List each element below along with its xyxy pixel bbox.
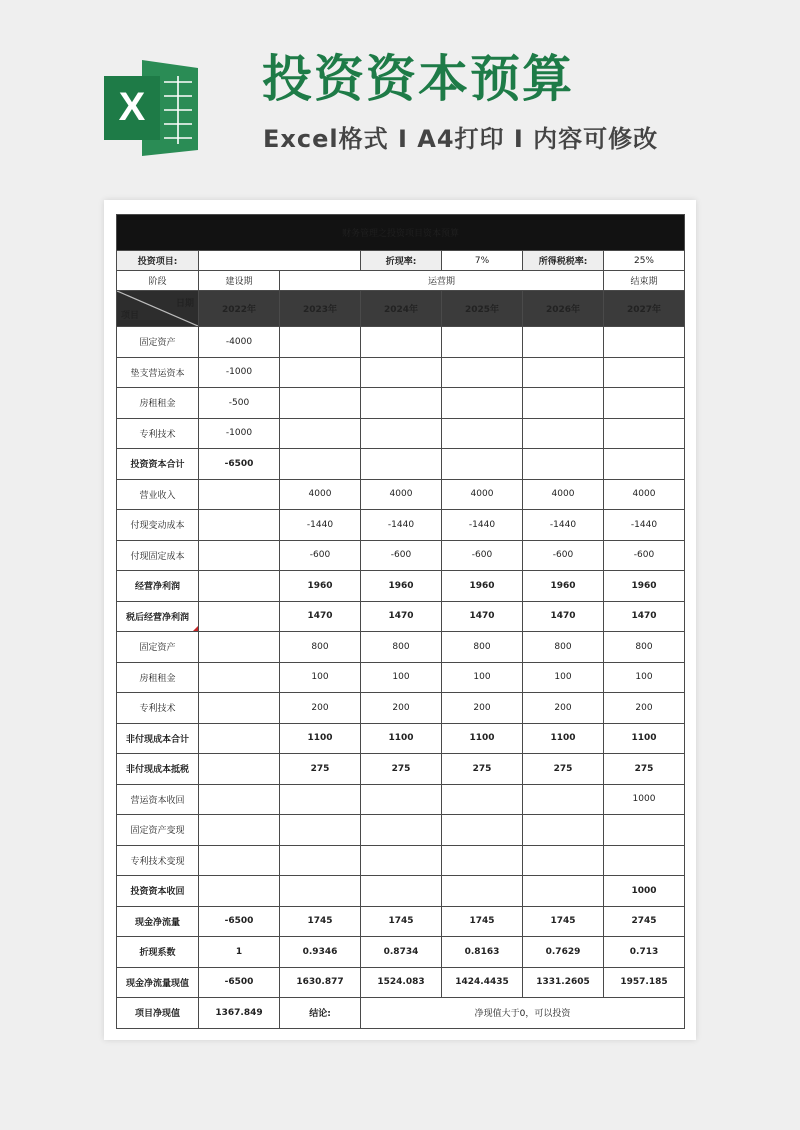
table-cell[interactable] xyxy=(361,876,442,907)
row-label: 固定资产 xyxy=(117,632,199,663)
row-label: 非付现成本抵税 xyxy=(117,754,199,785)
table-cell[interactable] xyxy=(361,815,442,846)
table-cell[interactable] xyxy=(199,693,280,724)
table-row xyxy=(117,388,685,419)
table-cell[interactable] xyxy=(199,571,280,602)
sheet-title-row xyxy=(117,215,685,251)
table-cell[interactable] xyxy=(199,876,280,907)
row-label: 现金净流量现值 xyxy=(117,967,199,998)
table-cell[interactable] xyxy=(442,327,523,358)
table-row xyxy=(117,815,685,846)
table-cell[interactable]: 4000 xyxy=(361,479,442,510)
excel-icon-letter: X xyxy=(118,85,146,129)
table-cell[interactable]: 1470 xyxy=(442,601,523,632)
table-cell[interactable]: 1630.877 xyxy=(280,967,361,998)
year-header-row xyxy=(117,291,685,327)
diagonal-header-cell xyxy=(117,291,199,327)
table-cell[interactable]: 100 xyxy=(280,662,361,693)
row-label: 现金净流量 xyxy=(117,906,199,937)
table-row xyxy=(117,693,685,724)
table-cell[interactable]: 800 xyxy=(361,632,442,663)
table-cell[interactable] xyxy=(523,845,604,876)
table-cell[interactable]: 275 xyxy=(361,754,442,785)
table-cell[interactable] xyxy=(199,662,280,693)
row-label: 专利技术 xyxy=(117,693,199,724)
table-cell[interactable]: 1470 xyxy=(523,601,604,632)
table-cell[interactable]: 275 xyxy=(604,754,685,785)
table-cell[interactable]: 4000 xyxy=(442,479,523,510)
table-row xyxy=(117,937,685,968)
table-row xyxy=(117,876,685,907)
table-cell[interactable]: 200 xyxy=(280,693,361,724)
sheet-title: 财务管理之投资项目资本预算 xyxy=(117,215,685,251)
table-row xyxy=(117,510,685,541)
row-label: 专利技术变现 xyxy=(117,845,199,876)
row-label: 固定资产变现 xyxy=(117,815,199,846)
table-cell[interactable]: 1957.185 xyxy=(604,967,685,998)
table-cell[interactable] xyxy=(199,815,280,846)
table-row xyxy=(117,632,685,663)
table-cell[interactable] xyxy=(442,357,523,388)
table-cell[interactable] xyxy=(604,327,685,358)
table-cell[interactable]: 800 xyxy=(523,632,604,663)
table-cell[interactable]: -500 xyxy=(199,388,280,419)
table-cell[interactable]: 1745 xyxy=(280,906,361,937)
table-cell[interactable] xyxy=(442,784,523,815)
table-cell[interactable] xyxy=(280,845,361,876)
table-cell[interactable]: 275 xyxy=(442,754,523,785)
table-cell[interactable]: 4000 xyxy=(604,479,685,510)
table-cell[interactable]: 1100 xyxy=(361,723,442,754)
table-cell[interactable] xyxy=(280,449,361,480)
table-cell[interactable]: 275 xyxy=(523,754,604,785)
table-cell[interactable]: -1440 xyxy=(442,510,523,541)
table-cell[interactable]: -600 xyxy=(442,540,523,571)
table-cell[interactable]: 0.7629 xyxy=(523,937,604,968)
npv-label: 项目净现值 xyxy=(117,998,199,1029)
table-row xyxy=(117,327,685,358)
year-header-2025: 2025年 xyxy=(442,291,523,327)
budget-table xyxy=(116,214,685,1029)
table-row xyxy=(117,784,685,815)
table-cell[interactable] xyxy=(199,784,280,815)
table-cell[interactable]: 0.8163 xyxy=(442,937,523,968)
table-cell[interactable] xyxy=(361,845,442,876)
table-cell[interactable]: 1745 xyxy=(523,906,604,937)
banner xyxy=(0,0,800,190)
info-row xyxy=(117,251,685,271)
table-cell[interactable]: 100 xyxy=(523,662,604,693)
phase-build: 建设期 xyxy=(199,271,280,291)
project-input[interactable] xyxy=(199,251,361,271)
table-cell[interactable]: -1440 xyxy=(523,510,604,541)
table-cell[interactable] xyxy=(199,723,280,754)
table-cell[interactable]: 1470 xyxy=(604,601,685,632)
tax-rate-value[interactable]: 25% xyxy=(604,251,685,271)
year-header-2024: 2024年 xyxy=(361,291,442,327)
table-cell[interactable]: 1000 xyxy=(604,876,685,907)
table-cell[interactable]: 200 xyxy=(442,693,523,724)
table-cell[interactable]: -600 xyxy=(523,540,604,571)
table-cell[interactable]: 1470 xyxy=(280,601,361,632)
table-cell[interactable]: 100 xyxy=(361,662,442,693)
table-cell[interactable]: 1 xyxy=(199,937,280,968)
discount-rate-label: 折现率: xyxy=(361,251,442,271)
row-label: 固定资产 xyxy=(117,327,199,358)
table-cell[interactable] xyxy=(604,845,685,876)
table-cell[interactable] xyxy=(280,418,361,449)
phase-end: 结束期 xyxy=(604,271,685,291)
table-cell[interactable]: -6500 xyxy=(199,449,280,480)
table-cell[interactable]: 4000 xyxy=(523,479,604,510)
table-cell[interactable]: 1331.2605 xyxy=(523,967,604,998)
table-row xyxy=(117,571,685,602)
table-cell[interactable]: -600 xyxy=(604,540,685,571)
table-cell[interactable]: 1524.083 xyxy=(361,967,442,998)
table-cell[interactable]: 1470 xyxy=(361,601,442,632)
table-row xyxy=(117,906,685,937)
row-label: 折现系数 xyxy=(117,937,199,968)
excel-icon xyxy=(102,58,202,158)
table-cell[interactable]: -6500 xyxy=(199,967,280,998)
conclusion-text[interactable]: 净现值大于0，可以投资 xyxy=(361,998,685,1029)
table-cell[interactable] xyxy=(442,876,523,907)
table-cell[interactable] xyxy=(361,388,442,419)
row-label: 税后经营净利润 xyxy=(117,601,199,632)
row-label: 投资资本收回 xyxy=(117,876,199,907)
table-cell[interactable]: 4000 xyxy=(280,479,361,510)
table-cell[interactable]: 100 xyxy=(442,662,523,693)
row-label: 付现固定成本 xyxy=(117,540,199,571)
table-cell[interactable] xyxy=(361,449,442,480)
table-cell[interactable] xyxy=(361,327,442,358)
table-cell[interactable] xyxy=(523,388,604,419)
page-title: 投资资本预算 xyxy=(262,50,574,108)
row-label: 房租租金 xyxy=(117,662,199,693)
table-cell[interactable] xyxy=(523,784,604,815)
table-cell[interactable]: 0.8734 xyxy=(361,937,442,968)
table-row xyxy=(117,754,685,785)
phase-operate: 运营期 xyxy=(280,271,604,291)
npv-value[interactable]: 1367.849 xyxy=(199,998,280,1029)
table-cell[interactable] xyxy=(523,327,604,358)
spreadsheet-paper xyxy=(104,200,696,1040)
table-cell[interactable] xyxy=(280,357,361,388)
table-cell[interactable] xyxy=(199,540,280,571)
table-cell[interactable] xyxy=(604,357,685,388)
table-cell[interactable] xyxy=(280,876,361,907)
row-label: 经营净利润 xyxy=(117,571,199,602)
table-cell[interactable] xyxy=(199,479,280,510)
table-cell[interactable]: 1000 xyxy=(604,784,685,815)
page-subtitle: Excel格式 I A4打印 I 内容可修改 xyxy=(263,125,659,153)
table-cell[interactable]: -600 xyxy=(361,540,442,571)
row-label: 非付现成本合计 xyxy=(117,723,199,754)
phase-row xyxy=(117,271,685,291)
table-row xyxy=(117,723,685,754)
table-cell[interactable]: 800 xyxy=(280,632,361,663)
table-row xyxy=(117,357,685,388)
table-cell[interactable] xyxy=(442,449,523,480)
date-header-label: 日期 xyxy=(175,299,194,309)
table-cell[interactable] xyxy=(523,418,604,449)
discount-rate-value[interactable]: 7% xyxy=(442,251,523,271)
conclusion-label: 结论: xyxy=(280,998,361,1029)
table-cell[interactable]: 800 xyxy=(604,632,685,663)
item-header-label: 项目 xyxy=(121,311,140,321)
phase-label: 阶段 xyxy=(117,271,199,291)
table-cell[interactable]: -1440 xyxy=(604,510,685,541)
row-label: 营业收入 xyxy=(117,479,199,510)
table-cell[interactable] xyxy=(604,815,685,846)
table-row xyxy=(117,449,685,480)
table-cell[interactable] xyxy=(199,632,280,663)
year-header-2022: 2022年 xyxy=(199,291,280,327)
table-cell[interactable]: 1960 xyxy=(523,571,604,602)
table-cell[interactable]: 1960 xyxy=(361,571,442,602)
table-cell[interactable] xyxy=(604,418,685,449)
table-cell[interactable] xyxy=(604,449,685,480)
table-cell[interactable]: 1960 xyxy=(280,571,361,602)
table-row xyxy=(117,418,685,449)
table-cell[interactable] xyxy=(442,815,523,846)
table-cell[interactable]: 1100 xyxy=(604,723,685,754)
table-cell[interactable] xyxy=(361,418,442,449)
row-label: 房租租金 xyxy=(117,388,199,419)
table-cell[interactable] xyxy=(361,357,442,388)
table-cell[interactable]: 200 xyxy=(523,693,604,724)
table-cell[interactable] xyxy=(523,815,604,846)
table-cell[interactable]: 200 xyxy=(604,693,685,724)
table-cell[interactable]: 1100 xyxy=(523,723,604,754)
row-label: 投资资本合计 xyxy=(117,449,199,480)
table-cell[interactable]: 1424.4435 xyxy=(442,967,523,998)
table-row xyxy=(117,540,685,571)
table-cell[interactable]: -600 xyxy=(280,540,361,571)
row-label: 垫支营运资本 xyxy=(117,357,199,388)
table-cell[interactable]: -1000 xyxy=(199,418,280,449)
table-cell[interactable]: 0.9346 xyxy=(280,937,361,968)
table-cell[interactable] xyxy=(442,388,523,419)
table-cell[interactable] xyxy=(442,845,523,876)
table-cell[interactable] xyxy=(523,876,604,907)
project-label: 投资项目: xyxy=(117,251,199,271)
table-row xyxy=(117,479,685,510)
row-label: 营运资本收回 xyxy=(117,784,199,815)
table-cell[interactable]: -1440 xyxy=(361,510,442,541)
table-cell[interactable] xyxy=(280,388,361,419)
table-cell[interactable]: 0.713 xyxy=(604,937,685,968)
table-cell[interactable] xyxy=(280,784,361,815)
table-cell[interactable]: 1960 xyxy=(442,571,523,602)
table-row xyxy=(117,967,685,998)
table-cell[interactable] xyxy=(523,357,604,388)
table-cell[interactable] xyxy=(361,784,442,815)
table-cell[interactable]: -6500 xyxy=(199,906,280,937)
table-cell[interactable] xyxy=(442,418,523,449)
table-cell[interactable]: 200 xyxy=(361,693,442,724)
table-cell[interactable] xyxy=(199,510,280,541)
table-cell[interactable] xyxy=(199,845,280,876)
table-cell[interactable]: -1440 xyxy=(280,510,361,541)
table-cell[interactable]: 1100 xyxy=(280,723,361,754)
table-row xyxy=(117,601,685,632)
year-header-2023: 2023年 xyxy=(280,291,361,327)
table-row xyxy=(117,845,685,876)
table-cell[interactable]: 100 xyxy=(604,662,685,693)
table-cell[interactable]: 2745 xyxy=(604,906,685,937)
row-label: 付现变动成本 xyxy=(117,510,199,541)
table-cell[interactable]: 1960 xyxy=(604,571,685,602)
table-cell[interactable] xyxy=(280,815,361,846)
table-cell[interactable]: -4000 xyxy=(199,327,280,358)
table-cell[interactable] xyxy=(199,754,280,785)
table-row xyxy=(117,662,685,693)
year-header-2027: 2027年 xyxy=(604,291,685,327)
table-cell[interactable] xyxy=(199,601,280,632)
table-cell[interactable]: 800 xyxy=(442,632,523,663)
npv-row xyxy=(117,998,685,1029)
table-cell[interactable]: 275 xyxy=(280,754,361,785)
year-header-2026: 2026年 xyxy=(523,291,604,327)
table-cell[interactable] xyxy=(523,449,604,480)
table-cell[interactable]: 1100 xyxy=(442,723,523,754)
table-cell[interactable]: 1745 xyxy=(361,906,442,937)
tax-rate-label: 所得税税率: xyxy=(523,251,604,271)
table-cell[interactable] xyxy=(280,327,361,358)
table-cell[interactable] xyxy=(604,388,685,419)
row-label: 专利技术 xyxy=(117,418,199,449)
table-cell[interactable]: 1745 xyxy=(442,906,523,937)
table-cell[interactable]: -1000 xyxy=(199,357,280,388)
